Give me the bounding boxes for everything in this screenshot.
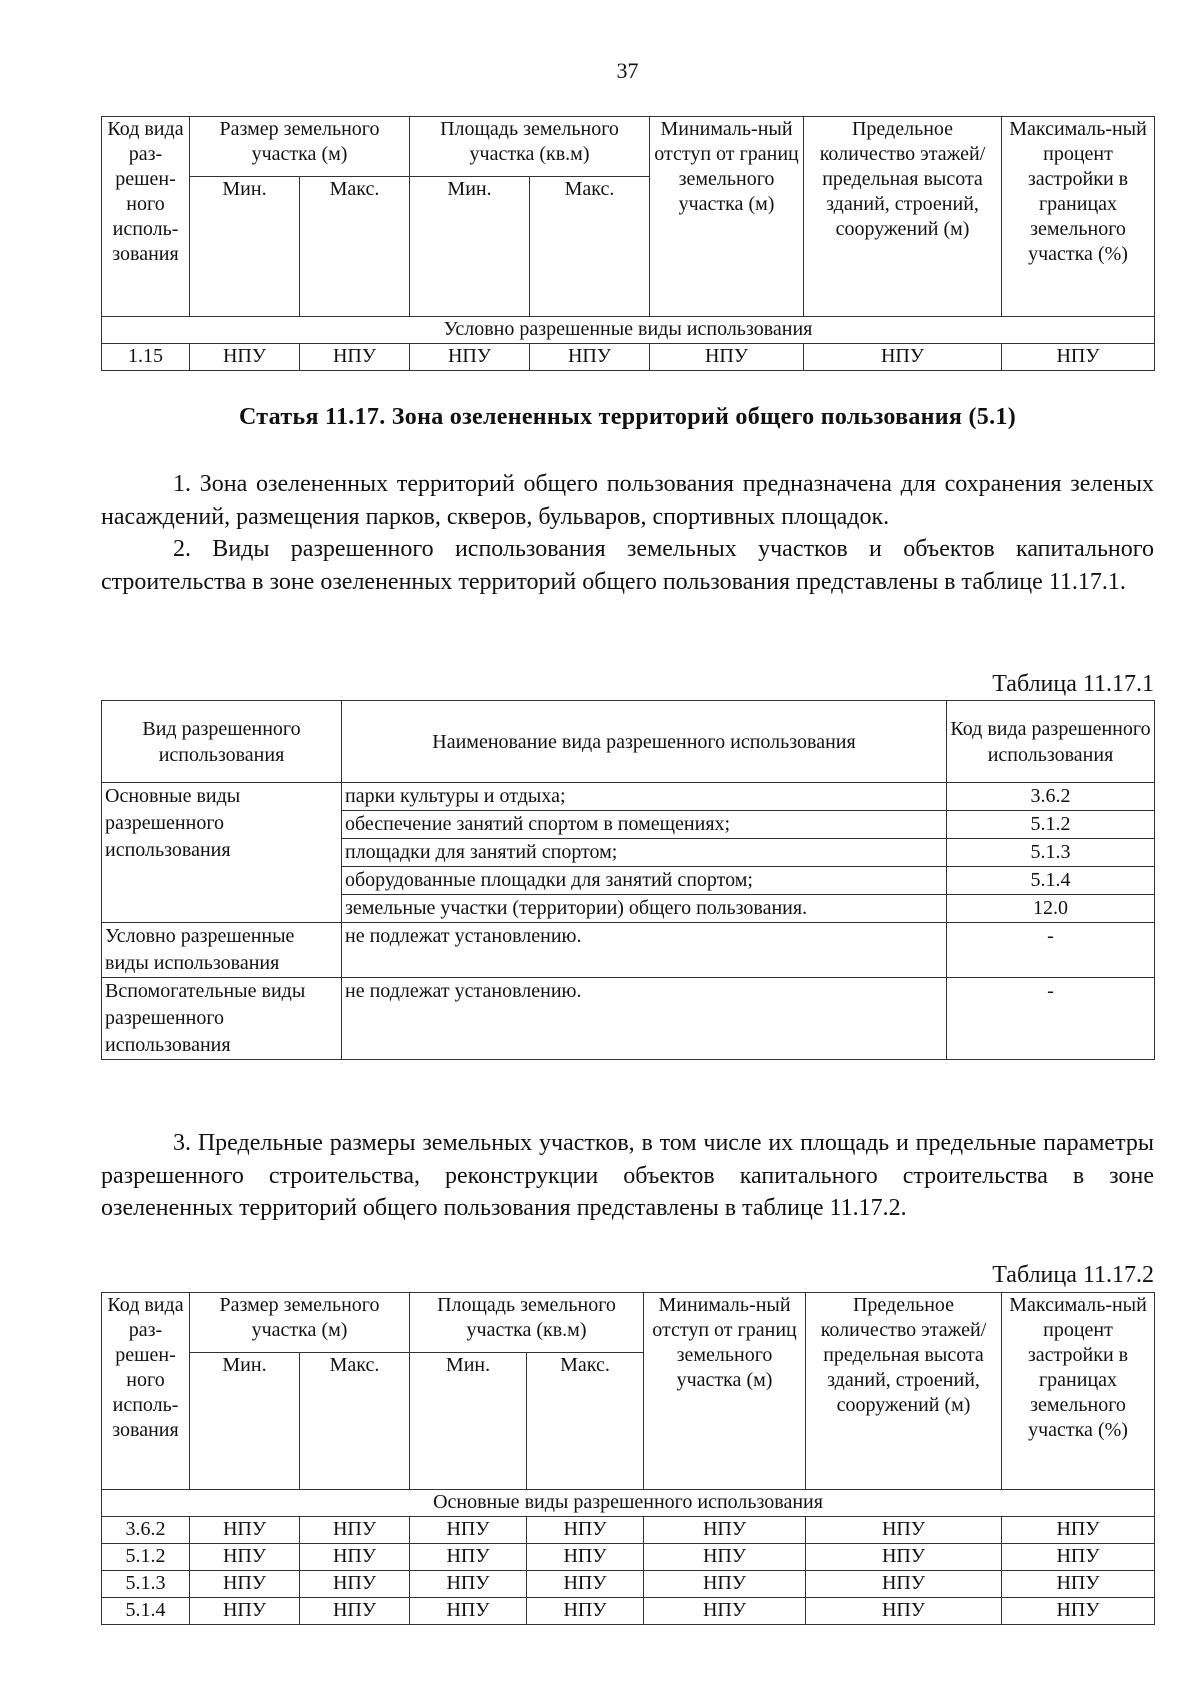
page-number: 37: [616, 58, 639, 83]
cell: НПУ: [806, 1598, 1002, 1625]
row-code: 5.1.2: [102, 1544, 190, 1571]
uses-table: [101, 700, 1155, 1060]
group-label: Условно разрешенные виды использования: [102, 923, 342, 978]
cell: НПУ: [1002, 344, 1155, 371]
header-area-min: Мин.: [410, 176, 530, 316]
cell: НПУ: [300, 1571, 410, 1598]
paragraph-2: 2. Виды разрешенного использования земельных участков и объектов капитального строительства в зоне озелененных территорий общего пользования представлены в таблице 11.17.1.: [101, 536, 1154, 595]
cell: НПУ: [300, 1517, 410, 1544]
use-code: 5.1.4: [947, 867, 1155, 895]
cell: НПУ: [527, 1598, 644, 1625]
row-code: 5.1.4: [102, 1598, 190, 1625]
use-code: 5.1.2: [947, 811, 1155, 839]
header-setback: Минималь-ный отступ от границ земельного участка (м): [650, 117, 804, 317]
header-size-max: Макс.: [300, 1352, 410, 1489]
table-row: [102, 978, 1155, 1060]
cell: НПУ: [410, 1571, 527, 1598]
cell: НПУ: [190, 1598, 300, 1625]
use-name: не подлежат установлению.: [342, 978, 947, 1060]
use-name: парки культуры и отдыха;: [342, 783, 947, 811]
table2-caption: Таблица 11.17.2: [992, 1262, 1154, 1288]
cell: НПУ: [804, 344, 1002, 371]
cell: НПУ: [1002, 1571, 1155, 1598]
header-setback: Минималь-ный отступ от границ земельного участка (м): [644, 1293, 806, 1490]
cell: НПУ: [527, 1544, 644, 1571]
use-code: 12.0: [947, 895, 1155, 923]
header-coverage: Максималь-ный процент застройки в границах земельного участка (%): [1002, 117, 1155, 317]
row-code: 3.6.2: [102, 1517, 190, 1544]
group-label: Основные виды разрешенного использования: [102, 783, 342, 923]
header-area-max: Макс.: [530, 176, 650, 316]
cell: НПУ: [806, 1544, 1002, 1571]
cell: НПУ: [644, 1517, 806, 1544]
params-table-top: [101, 116, 1155, 371]
uses-header-name: Наименование вида разрешенного использования: [342, 701, 947, 783]
header-code: Код вида раз-решен-ного исполь-зования: [102, 1293, 190, 1490]
header-size-min: Мин.: [190, 1352, 300, 1489]
use-code: -: [947, 978, 1155, 1060]
uses-header-code: Код вида разрешенного использования: [947, 701, 1155, 783]
header-area-max: Макс.: [527, 1352, 644, 1489]
cell: НПУ: [300, 1544, 410, 1571]
cell: НПУ: [806, 1517, 1002, 1544]
table-row: [102, 344, 1155, 371]
row-code: 5.1.3: [102, 1571, 190, 1598]
row-code: 1.15: [102, 344, 190, 371]
table1-caption: Таблица 11.17.1: [992, 671, 1154, 697]
cell: НПУ: [527, 1517, 644, 1544]
header-area-min: Мин.: [410, 1352, 527, 1489]
paragraph-1: 1. Зона озелененных территорий общего пользования предназначена для сохранения зеленых насаждений, размещения парков, скверов, бульваров, спортивных площадок.: [101, 471, 1154, 530]
table-row: [102, 1598, 1155, 1625]
cell: НПУ: [410, 1598, 527, 1625]
use-name: оборудованные площадки для занятий спортом;: [342, 867, 947, 895]
table-row: [102, 923, 1155, 978]
cell: НПУ: [1002, 1544, 1155, 1571]
table-row: [102, 1517, 1155, 1544]
header-coverage: Максималь-ный процент застройки в границах земельного участка (%): [1002, 1293, 1155, 1490]
use-name: площадки для занятий спортом;: [342, 839, 947, 867]
use-code: 5.1.3: [947, 839, 1155, 867]
header-plot-area: Площадь земельного участка (кв.м): [410, 117, 650, 177]
cell: НПУ: [190, 344, 300, 371]
use-name: не подлежат установлению.: [342, 923, 947, 978]
cell: НПУ: [644, 1544, 806, 1571]
section-title: Основные виды разрешенного использования: [102, 1490, 1155, 1517]
table-row: [102, 783, 1155, 811]
header-floors: Предельное количество этажей/ предельная высота зданий, строений, сооружений (м): [804, 117, 1002, 317]
paragraph-3: 3. Предельные размеры земельных участков, в том числе их площадь и предельные параметры разрешенного строительства, реконструкции объектов капитального строительства в зоне озелененных территорий общего пользования представлены в таблице 11.17.2.: [101, 1130, 1154, 1221]
cell: НПУ: [650, 344, 804, 371]
cell: НПУ: [530, 344, 650, 371]
uses-header-type: Вид разрешенного использования: [102, 701, 342, 783]
header-plot-area: Площадь земельного участка (кв.м): [410, 1293, 644, 1353]
cell: НПУ: [410, 1517, 527, 1544]
cell: НПУ: [190, 1571, 300, 1598]
cell: НПУ: [644, 1598, 806, 1625]
cell: НПУ: [190, 1517, 300, 1544]
group-label: Вспомогательные виды разрешенного использования: [102, 978, 342, 1060]
params-table-2: [101, 1292, 1155, 1625]
cell: НПУ: [410, 1544, 527, 1571]
cell: НПУ: [300, 344, 410, 371]
cell: НПУ: [300, 1598, 410, 1625]
header-code: Код вида раз-решен-ного исполь-зования: [102, 117, 190, 317]
table-row: [102, 1571, 1155, 1598]
use-code: -: [947, 923, 1155, 978]
use-name: земельные участки (территории) общего пользования.: [342, 895, 947, 923]
cell: НПУ: [190, 1544, 300, 1571]
cell: НПУ: [806, 1571, 1002, 1598]
cell: НПУ: [1002, 1598, 1155, 1625]
use-code: 3.6.2: [947, 783, 1155, 811]
header-plot-size: Размер земельного участка (м): [190, 1293, 410, 1353]
table-row: [102, 1544, 1155, 1571]
use-name: обеспечение занятий спортом в помещениях;: [342, 811, 947, 839]
cell: НПУ: [644, 1571, 806, 1598]
header-floors: Предельное количество этажей/ предельная высота зданий, строений, сооружений (м): [806, 1293, 1002, 1490]
section-title: Условно разрешенные виды использования: [102, 317, 1155, 344]
cell: НПУ: [527, 1571, 644, 1598]
article-title: Статья 11.17. Зона озелененных территорий общего пользования (5.1): [238, 404, 1017, 430]
header-plot-size: Размер земельного участка (м): [190, 117, 410, 177]
cell: НПУ: [410, 344, 530, 371]
header-size-max: Макс.: [300, 176, 410, 316]
cell: НПУ: [1002, 1517, 1155, 1544]
header-size-min: Мин.: [190, 176, 300, 316]
